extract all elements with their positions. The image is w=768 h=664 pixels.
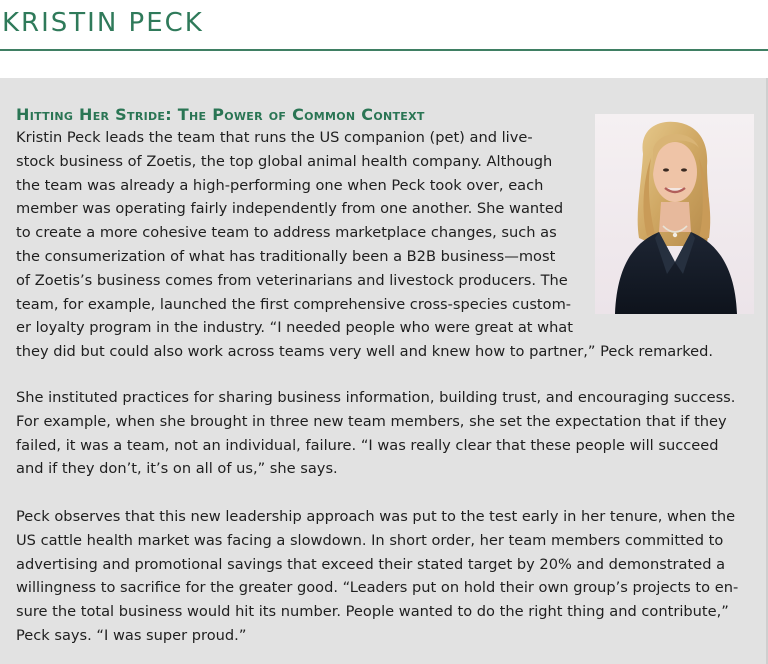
sidebar-paragraph-3: [16, 505, 738, 648]
sidebar-heading: Hitting Her Stride: The Power of Common Context: [16, 105, 425, 124]
text-line: willingness to sacrifice for the greater good. “Leaders put on hold their own group’s projects to en-: [16, 579, 739, 597]
text-line: advertising and promotional savings that exceed their stated target by 20% and demonstrated a: [16, 555, 726, 573]
text-line: She instituted practices for sharing business information, building trust, and encouraging success.: [16, 389, 736, 406]
text-line: er loyalty program in the industry. “I needed people who were great at what: [16, 319, 573, 337]
text-line: Kristin Peck leads the team that runs the US companion (pet) and live-: [16, 129, 533, 146]
page-title: KRISTIN PECK: [2, 8, 204, 38]
text-line: team, for example, launched the first comprehensive cross-species custom-: [16, 295, 572, 313]
title-divider: [0, 49, 768, 51]
text-line: they did but could also work across teams very well and knew how to partner,” Peck remarked.: [16, 343, 714, 361]
text-line: Peck says. “I was super proud.”: [16, 626, 247, 644]
text-line: and if they don’t, it’s on all of us,” she says.: [16, 460, 338, 478]
text-line: of Zoetis’s business comes from veterinarians and livestock producers. The: [16, 271, 568, 289]
text-line: stock business of Zoetis, the top global animal health company. Although: [16, 152, 553, 170]
text-line: the team was already a high-performing one when Peck took over, each: [16, 176, 544, 194]
text-line: For example, when she brought in three new team members, she set the expectation that if they: [16, 412, 727, 430]
text-line: US cattle health market was facing a slowdown. In short order, her team members committed to: [16, 531, 724, 549]
text-line: failed, it was a team, not an individual, failure. “I was really clear that these people will succeed: [16, 436, 719, 454]
text-line: the consumerization of what has traditionally been a B2B business—most: [16, 247, 556, 265]
text-line: to create a more cohesive team to address marketplace changes, such as: [16, 224, 557, 242]
sidebar-paragraph-1: [16, 126, 713, 364]
sidebar-paragraph-2: [16, 386, 735, 481]
text-line: Peck observes that this new leadership approach was put to the test early in her tenure, when the: [16, 508, 736, 525]
text-line: member was operating fairly independently from one another. She wanted: [16, 200, 564, 218]
text-line: sure the total business would hit its number. People wanted to do the right thing and contribute,”: [16, 603, 729, 621]
